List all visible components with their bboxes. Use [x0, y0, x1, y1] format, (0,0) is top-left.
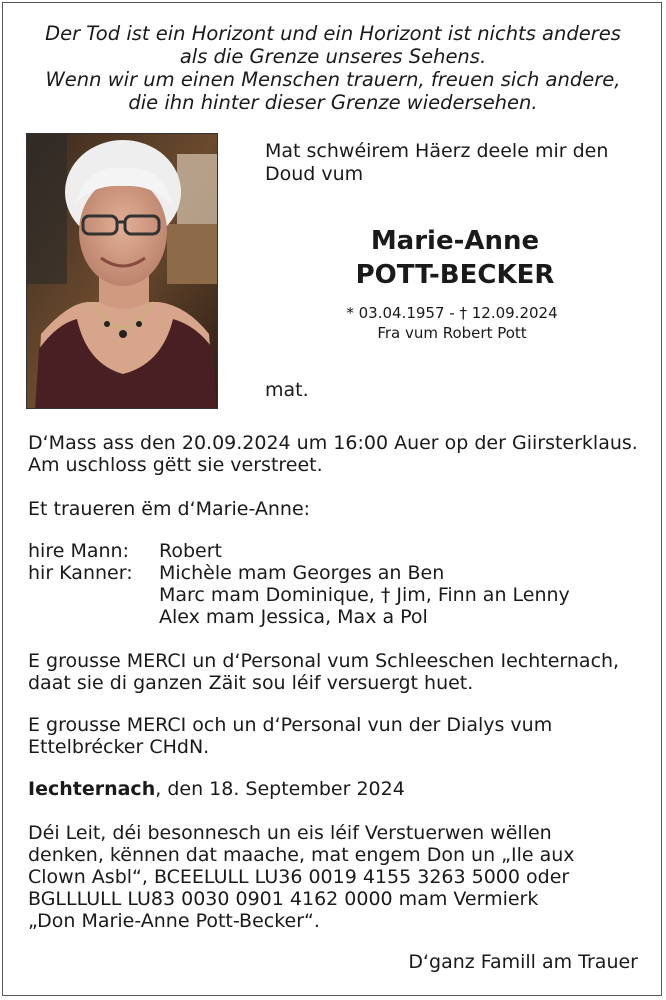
intro-line: Doud vum: [265, 163, 364, 185]
portrait-photo: [26, 133, 218, 409]
thanks-line: E grousse MERCI un d‘Personal vum Schleeschen Iechternach,: [28, 650, 620, 672]
family-row-children: [28, 562, 570, 584]
mass-line: Am uschloss gëtt sie verstreet.: [28, 454, 323, 476]
intro-text: [265, 140, 608, 186]
mass-line: D‘Mass ass den 20.09.2024 um 16:00 Auer op der Giirsterklaus.: [28, 432, 638, 454]
child-line: Marc mam Dominique, † Jim, Finn an Lenny: [159, 584, 570, 606]
child-line: Michèle mam Georges an Ben: [159, 562, 445, 584]
husband-name: Robert: [159, 540, 222, 562]
quote-line: die ihn hinter dieser Grenze wiedersehen.: [128, 91, 538, 114]
donation-line: Clown Asbl“, BCEELULL LU36 0019 4155 3263 5000 oder: [28, 866, 570, 888]
family-list: [28, 540, 570, 628]
quote-line: als die Grenze unseres Sehens.: [179, 45, 487, 68]
family-row-children: [28, 606, 570, 628]
thanks-line: daat sie di ganzen Zäit sou léif versuergt huet.: [28, 672, 474, 694]
life-dates: * 03.04.1957 - † 12.09.2024: [346, 304, 558, 322]
place-name: Iechternach: [28, 778, 156, 800]
donation-line: Déi Leit, déi besonnesch un eis léif Verstuerwen wëllen: [28, 822, 552, 844]
deceased-last-name: POTT-BECKER: [355, 260, 555, 290]
donation-line: denken, kënnen dat maache, mat engem Don un „Ile aux: [28, 844, 575, 866]
family-row-children: [28, 584, 570, 606]
husband-label: hire Mann:: [28, 540, 129, 562]
spouse-line: Fra vum Robert Pott: [377, 324, 527, 342]
intro-line: Mat schwéirem Häerz deele mir den: [265, 140, 609, 162]
family-signature: D‘ganz Famill am Trauer: [408, 951, 638, 973]
thanks-paragraph-2: [28, 714, 552, 758]
mat-text: mat.: [265, 379, 309, 401]
donation-line: BGLLLULL LU83 0030 0901 4162 0000 mam Vermierk: [28, 888, 539, 910]
mourners-intro: [28, 498, 310, 520]
quote-line: Wenn wir um einen Menschen trauern, freuen sich andere,: [45, 68, 621, 91]
date-text: , den 18. September 2024: [155, 778, 405, 800]
children-label: hir Kanner:: [28, 562, 133, 584]
mass-info: [28, 432, 638, 476]
donation-line: „Don Marie-Anne Pott-Becker“.: [28, 910, 320, 932]
place-date: [28, 778, 405, 800]
thanks-line: Ettelbrécker CHdN.: [28, 736, 210, 758]
mourners-intro-text: Et traueren ëm d‘Marie-Anne:: [28, 498, 311, 520]
donation-paragraph: [28, 822, 575, 932]
deceased-first-name: Marie-Anne: [370, 226, 540, 256]
family-row-husband: [28, 540, 570, 562]
quote-line: Der Tod ist ein Horizont und ein Horizont ist nichts anderes: [45, 22, 621, 45]
thanks-line: E grousse MERCI och un d‘Personal vun der Dialys vum: [28, 714, 553, 736]
opening-quote: [0, 22, 666, 114]
thanks-paragraph-1: [28, 650, 619, 694]
child-line: Alex mam Jessica, Max a Pol: [159, 606, 428, 628]
